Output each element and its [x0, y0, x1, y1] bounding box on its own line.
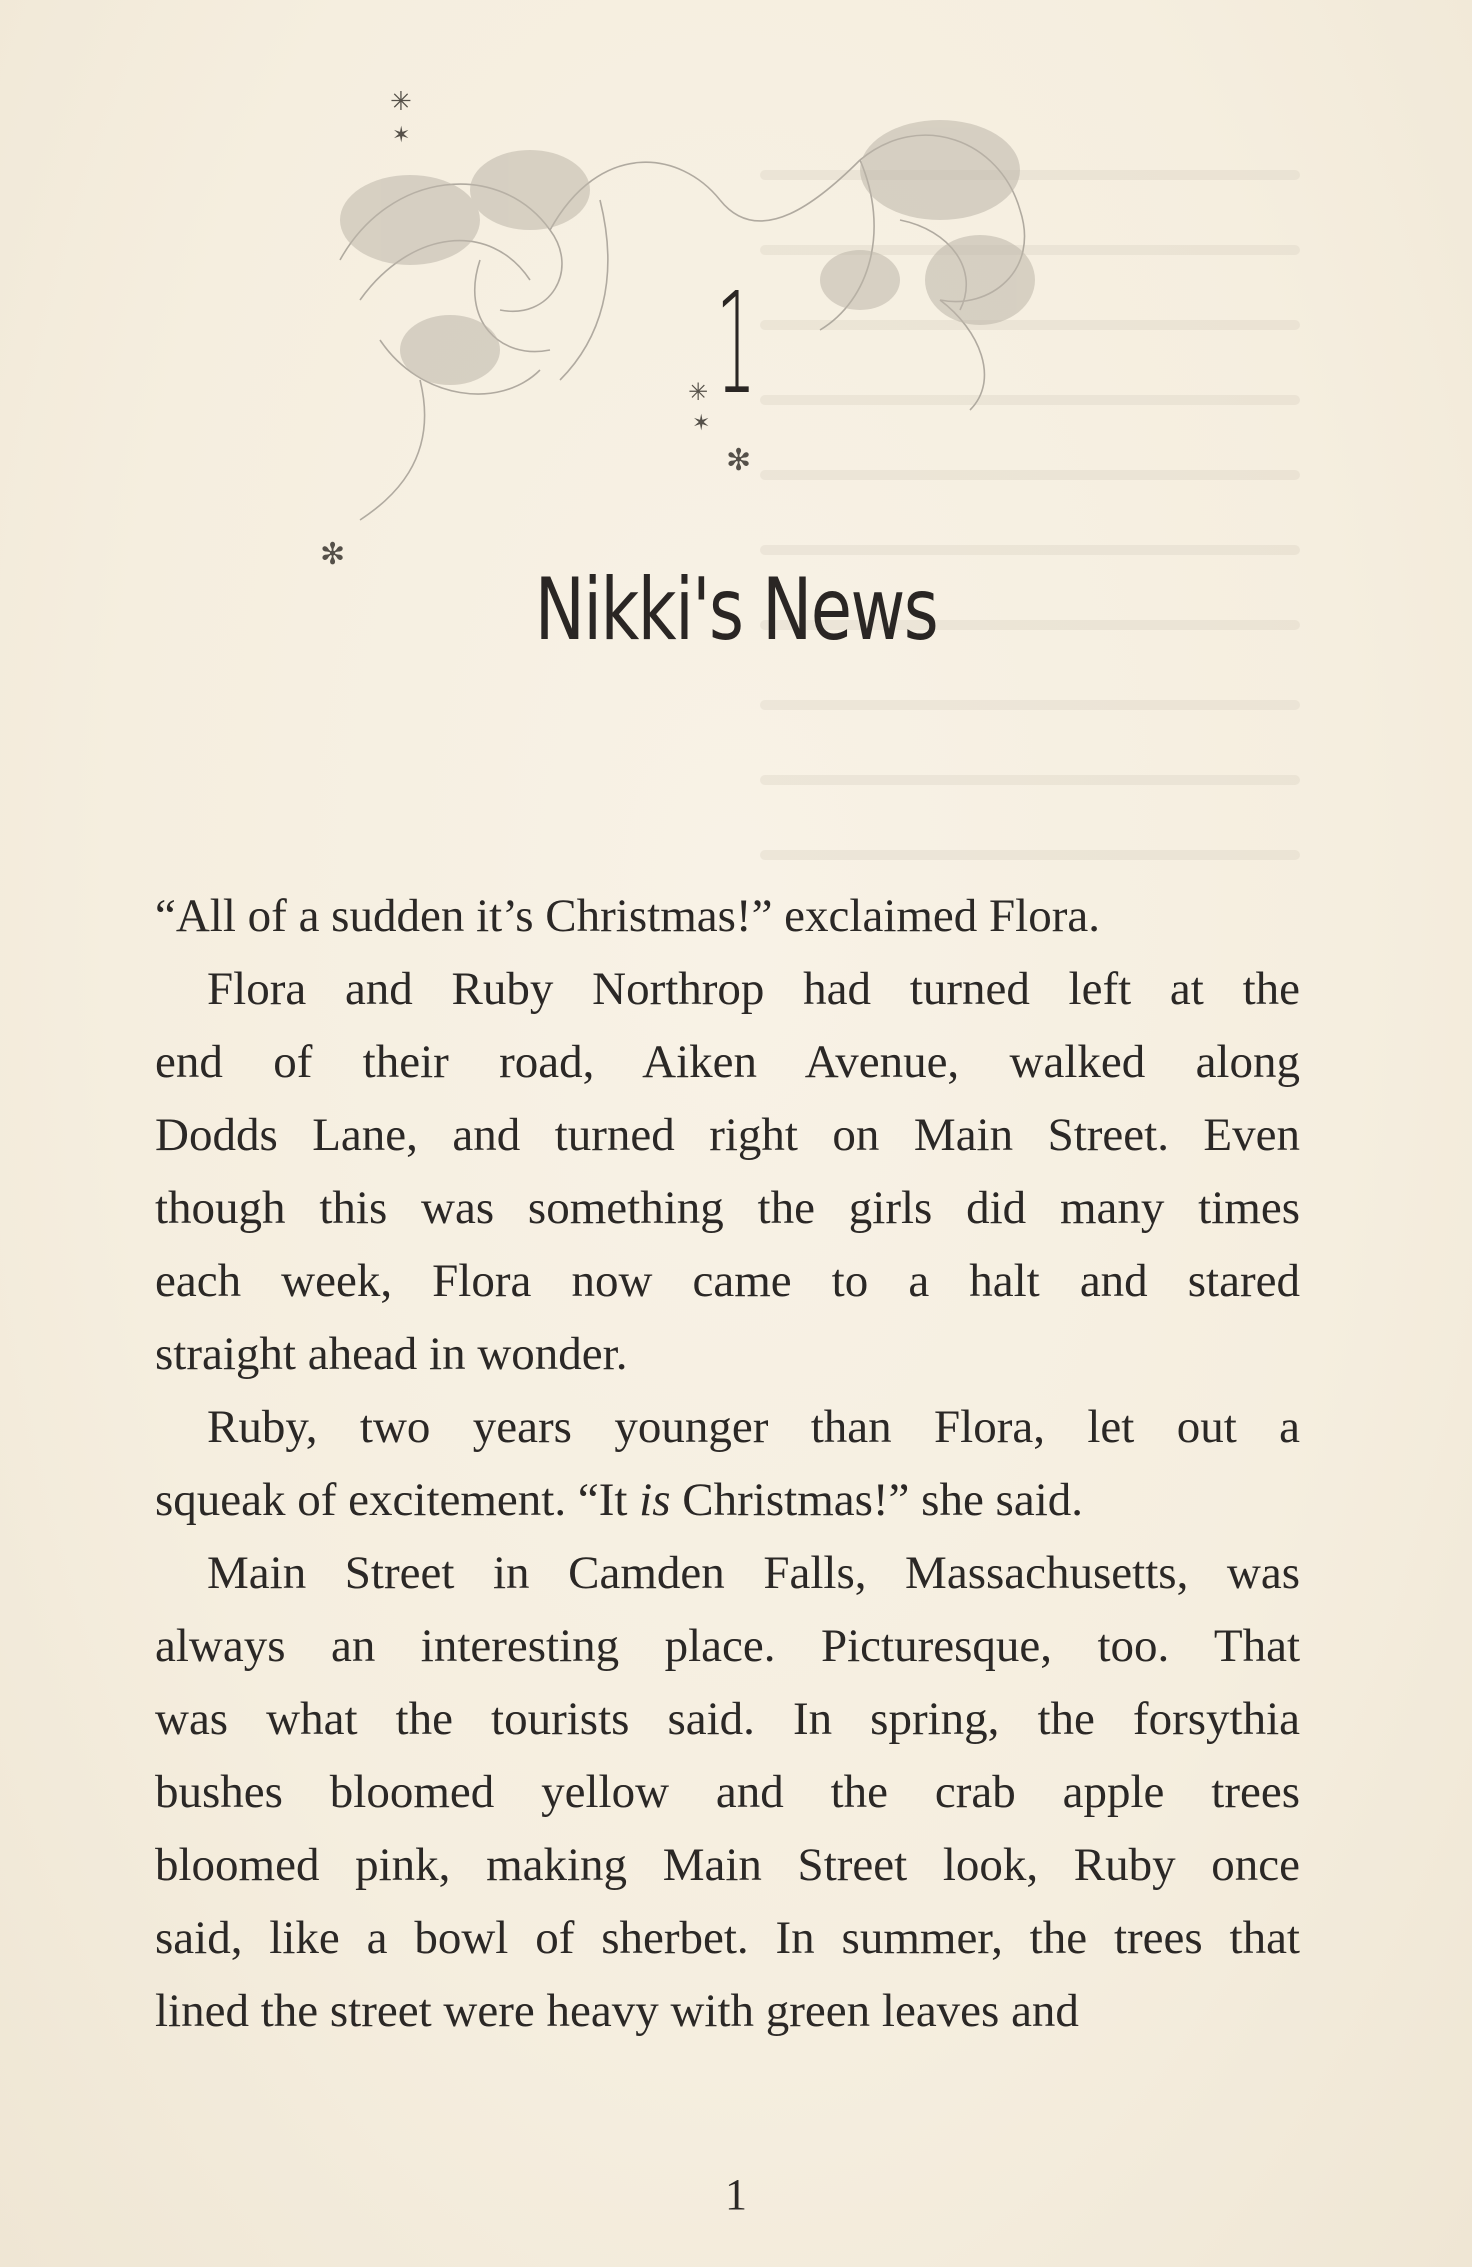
text-line: “All of a sudden it’s Christmas!” exclaimed Flora. — [155, 890, 1101, 942]
paragraph — [155, 953, 1300, 1391]
snowflake-icon: ✶ — [692, 411, 711, 436]
text-line: lined the street were heavy with green leaves and — [155, 1985, 1079, 2037]
page-number: 1 — [725, 2170, 747, 2219]
text-line: straight ahead in wonder. — [155, 1328, 628, 1380]
chapter-number: 1 — [715, 263, 757, 426]
text-line: though this was something the girls did many times — [155, 1182, 1300, 1234]
snowflake-icon: ✻ — [726, 443, 752, 478]
chapter-title: Nikki's News — [534, 560, 938, 660]
text-line: Dodds Lane, and turned right on Main Street. Even — [155, 1109, 1300, 1161]
paragraph — [155, 1537, 1300, 2048]
paragraph — [155, 880, 1300, 953]
text-line: said, like a bowl of sherbet. In summer, the trees that — [155, 1912, 1300, 1964]
snowflake-icon: ✳ — [390, 87, 412, 117]
snowflake-icon: ✳ — [688, 378, 709, 406]
snowflake-icon: ✶ — [392, 123, 411, 148]
text-line: each week, Flora now came to a halt and stared — [155, 1255, 1300, 1307]
paragraph — [155, 1391, 1300, 1537]
text-line: bushes bloomed yellow and the crab apple trees — [155, 1766, 1300, 1818]
text-line: Flora and Ruby Northrop had turned left at the — [207, 963, 1300, 1015]
chapter-body-text — [155, 880, 1300, 2048]
text-line: end of their road, Aiken Avenue, walked along — [155, 1036, 1300, 1088]
snowflake-icon: ✻ — [320, 537, 346, 572]
text-line: always an interesting place. Picturesque, too. That — [155, 1620, 1300, 1672]
text-line: bloomed pink, making Main Street look, Ruby once — [155, 1839, 1300, 1891]
text-line: squeak of excitement. “It is Christmas!” she said. — [155, 1474, 1084, 1526]
text-line: Main Street in Camden Falls, Massachusetts, was — [207, 1547, 1300, 1599]
text-line: Ruby, two years younger than Flora, let out a — [207, 1401, 1300, 1453]
text-line: was what the tourists said. In spring, the forsythia — [155, 1693, 1300, 1745]
